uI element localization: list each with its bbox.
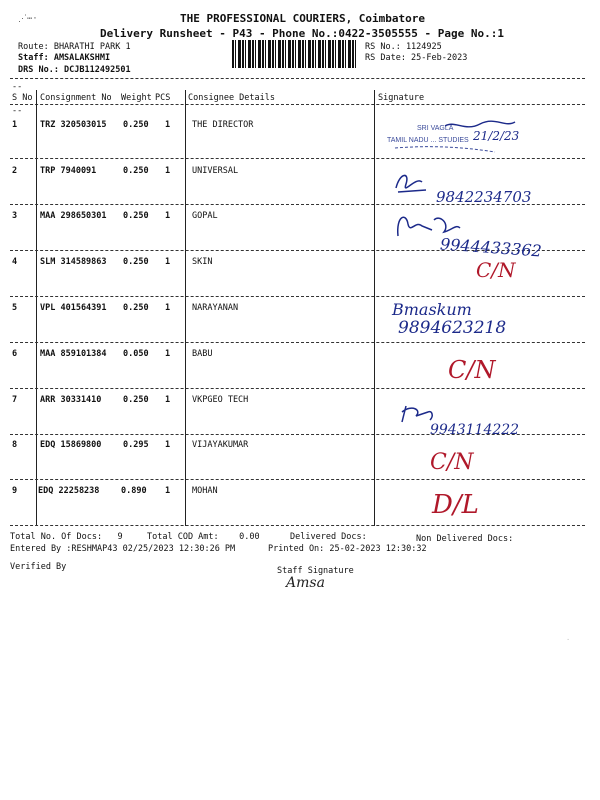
barcode-image bbox=[232, 40, 358, 68]
row-consignee: VKPGEO TECH bbox=[192, 395, 249, 405]
row-weight: 0.250 bbox=[123, 303, 149, 313]
company-title: THE PROFESSIONAL COURIERS, Coimbatore bbox=[180, 12, 426, 25]
row-sno: 8 bbox=[12, 440, 18, 450]
signature-scribble-row2 bbox=[392, 168, 432, 196]
institution-stamp bbox=[385, 118, 565, 164]
row-sno: 7 bbox=[12, 395, 18, 405]
row-consignee: NARAYANAN bbox=[192, 303, 239, 313]
row-consignee: UNIVERSAL bbox=[192, 166, 239, 176]
divider-mark: -- bbox=[12, 82, 23, 92]
handwritten-mark-row9: D/L bbox=[432, 490, 479, 520]
row-consignment: TRZ 320503015 bbox=[40, 120, 107, 130]
row-divider bbox=[10, 388, 585, 389]
paper-speck: · bbox=[566, 636, 571, 644]
runsheet-title: Delivery Runsheet - P43 - Phone No.:0422-3505555 - Page No.:1 bbox=[100, 27, 504, 40]
handwritten-phone-row2: 9842234703 bbox=[436, 188, 532, 206]
divider bbox=[10, 104, 585, 105]
total-docs: Total No. Of Docs: 9 bbox=[10, 532, 123, 542]
staff-label: Staff: AMSALAKSHMI bbox=[18, 53, 111, 63]
col-header-weight: Weight bbox=[121, 93, 152, 103]
row-sno: 1 bbox=[12, 120, 18, 130]
handwritten-phone-row5: 9894623218 bbox=[398, 318, 507, 338]
handwritten-mark-row4: C/N bbox=[476, 258, 516, 282]
row-weight: 0.890 bbox=[121, 486, 147, 496]
row-pcs: 1 bbox=[165, 303, 171, 313]
row-sno: 3 bbox=[12, 211, 18, 221]
row-weight: 0.250 bbox=[123, 120, 149, 130]
printed-on: Printed On: 25-02-2023 12:30:32 bbox=[268, 544, 427, 554]
stamp-date: 21/2/23 bbox=[473, 129, 520, 143]
route-label: Route: BHARATHI PARK 1 bbox=[18, 42, 131, 52]
row-consignee: VIJAYAKUMAR bbox=[192, 440, 249, 450]
row-consignee: THE DIRECTOR bbox=[192, 120, 254, 130]
row-pcs: 1 bbox=[165, 166, 171, 176]
row-consignment: VPL 401564391 bbox=[40, 303, 107, 313]
row-pcs: 1 bbox=[165, 486, 171, 496]
col-header-pcs: PCS bbox=[155, 93, 171, 103]
divider-mark: -- bbox=[12, 106, 23, 116]
row-consignment: EDQ 22258238 bbox=[38, 486, 100, 496]
row-consignee: BABU bbox=[192, 349, 213, 359]
row-consignment: EDQ 15869800 bbox=[40, 440, 102, 450]
entered-by: Entered By :RESHMAP43 02/25/2023 12:30:26 PM bbox=[10, 544, 236, 554]
total-cod-amount: Total COD Amt: 0.00 bbox=[147, 532, 260, 542]
row-divider bbox=[10, 525, 585, 526]
row-pcs: 1 bbox=[165, 120, 171, 130]
row-pcs: 1 bbox=[165, 395, 171, 405]
row-weight: 0.250 bbox=[123, 257, 149, 267]
row-divider bbox=[10, 296, 585, 297]
rs-number: RS No.: 1124925 bbox=[365, 42, 442, 52]
row-consignment: SLM 314589863 bbox=[40, 257, 107, 267]
drs-number: DRS No.: DCJB112492501 bbox=[18, 65, 131, 75]
row-sno: 9 bbox=[12, 486, 18, 496]
row-pcs: 1 bbox=[165, 349, 171, 359]
handwritten-mark-row8: C/N bbox=[430, 450, 474, 475]
delivered-docs: Delivered Docs: bbox=[290, 532, 367, 542]
row-divider bbox=[10, 479, 585, 480]
col-header-sno: S No bbox=[12, 93, 33, 103]
row-consignment: ARR 30331410 bbox=[40, 395, 102, 405]
row-consignment: MAA 859101384 bbox=[40, 349, 107, 359]
handwritten-phone-row4: 9944433362 bbox=[439, 234, 543, 261]
handwritten-name-row5: Bmaskum bbox=[392, 300, 472, 319]
row-sno: 2 bbox=[12, 166, 18, 176]
row-sno: 4 bbox=[12, 257, 18, 267]
row-consignee: SKIN bbox=[192, 257, 213, 267]
row-pcs: 1 bbox=[165, 257, 171, 267]
non-delivered-docs: Non Delivered Docs: bbox=[416, 534, 514, 544]
col-header-signature: Signature bbox=[378, 93, 425, 103]
row-pcs: 1 bbox=[165, 211, 171, 221]
stamp-line2: TAMIL NADU ... STUDIES bbox=[387, 137, 469, 144]
row-weight: 0.250 bbox=[123, 166, 149, 176]
handwritten-mark-row6: C/N bbox=[448, 356, 496, 384]
row-consignment: MAA 298650301 bbox=[40, 211, 107, 221]
row-weight: 0.250 bbox=[123, 211, 149, 221]
row-consignment: TRP 7940091 bbox=[40, 166, 97, 176]
verified-by-label: Verified By bbox=[10, 562, 67, 572]
column-separator bbox=[374, 90, 375, 526]
row-divider bbox=[10, 342, 585, 343]
row-weight: 0.250 bbox=[123, 395, 149, 405]
staff-signature: Amsa bbox=[286, 575, 325, 591]
col-header-consignee: Consignee Details bbox=[188, 93, 275, 103]
column-separator bbox=[36, 90, 37, 526]
row-sno: 6 bbox=[12, 349, 18, 359]
rs-date: RS Date: 25-Feb-2023 bbox=[365, 53, 468, 63]
pen-scribble: ⋰⋯⋅ bbox=[18, 14, 38, 24]
row-consignee: MOHAN bbox=[192, 486, 218, 496]
column-separator bbox=[185, 90, 186, 526]
divider bbox=[10, 78, 585, 79]
row-weight: 0.295 bbox=[123, 440, 149, 450]
row-pcs: 1 bbox=[165, 440, 171, 450]
row-sno: 5 bbox=[12, 303, 18, 313]
row-consignee: GOPAL bbox=[192, 211, 218, 221]
handwritten-phone-row8: 9943114222 bbox=[430, 422, 520, 438]
col-header-consignment: Consignment No bbox=[40, 93, 112, 103]
row-weight: 0.050 bbox=[123, 349, 149, 359]
staff-signature-label: Staff Signature bbox=[277, 566, 354, 576]
stamp-line1: SRI VAGLA bbox=[417, 125, 454, 132]
